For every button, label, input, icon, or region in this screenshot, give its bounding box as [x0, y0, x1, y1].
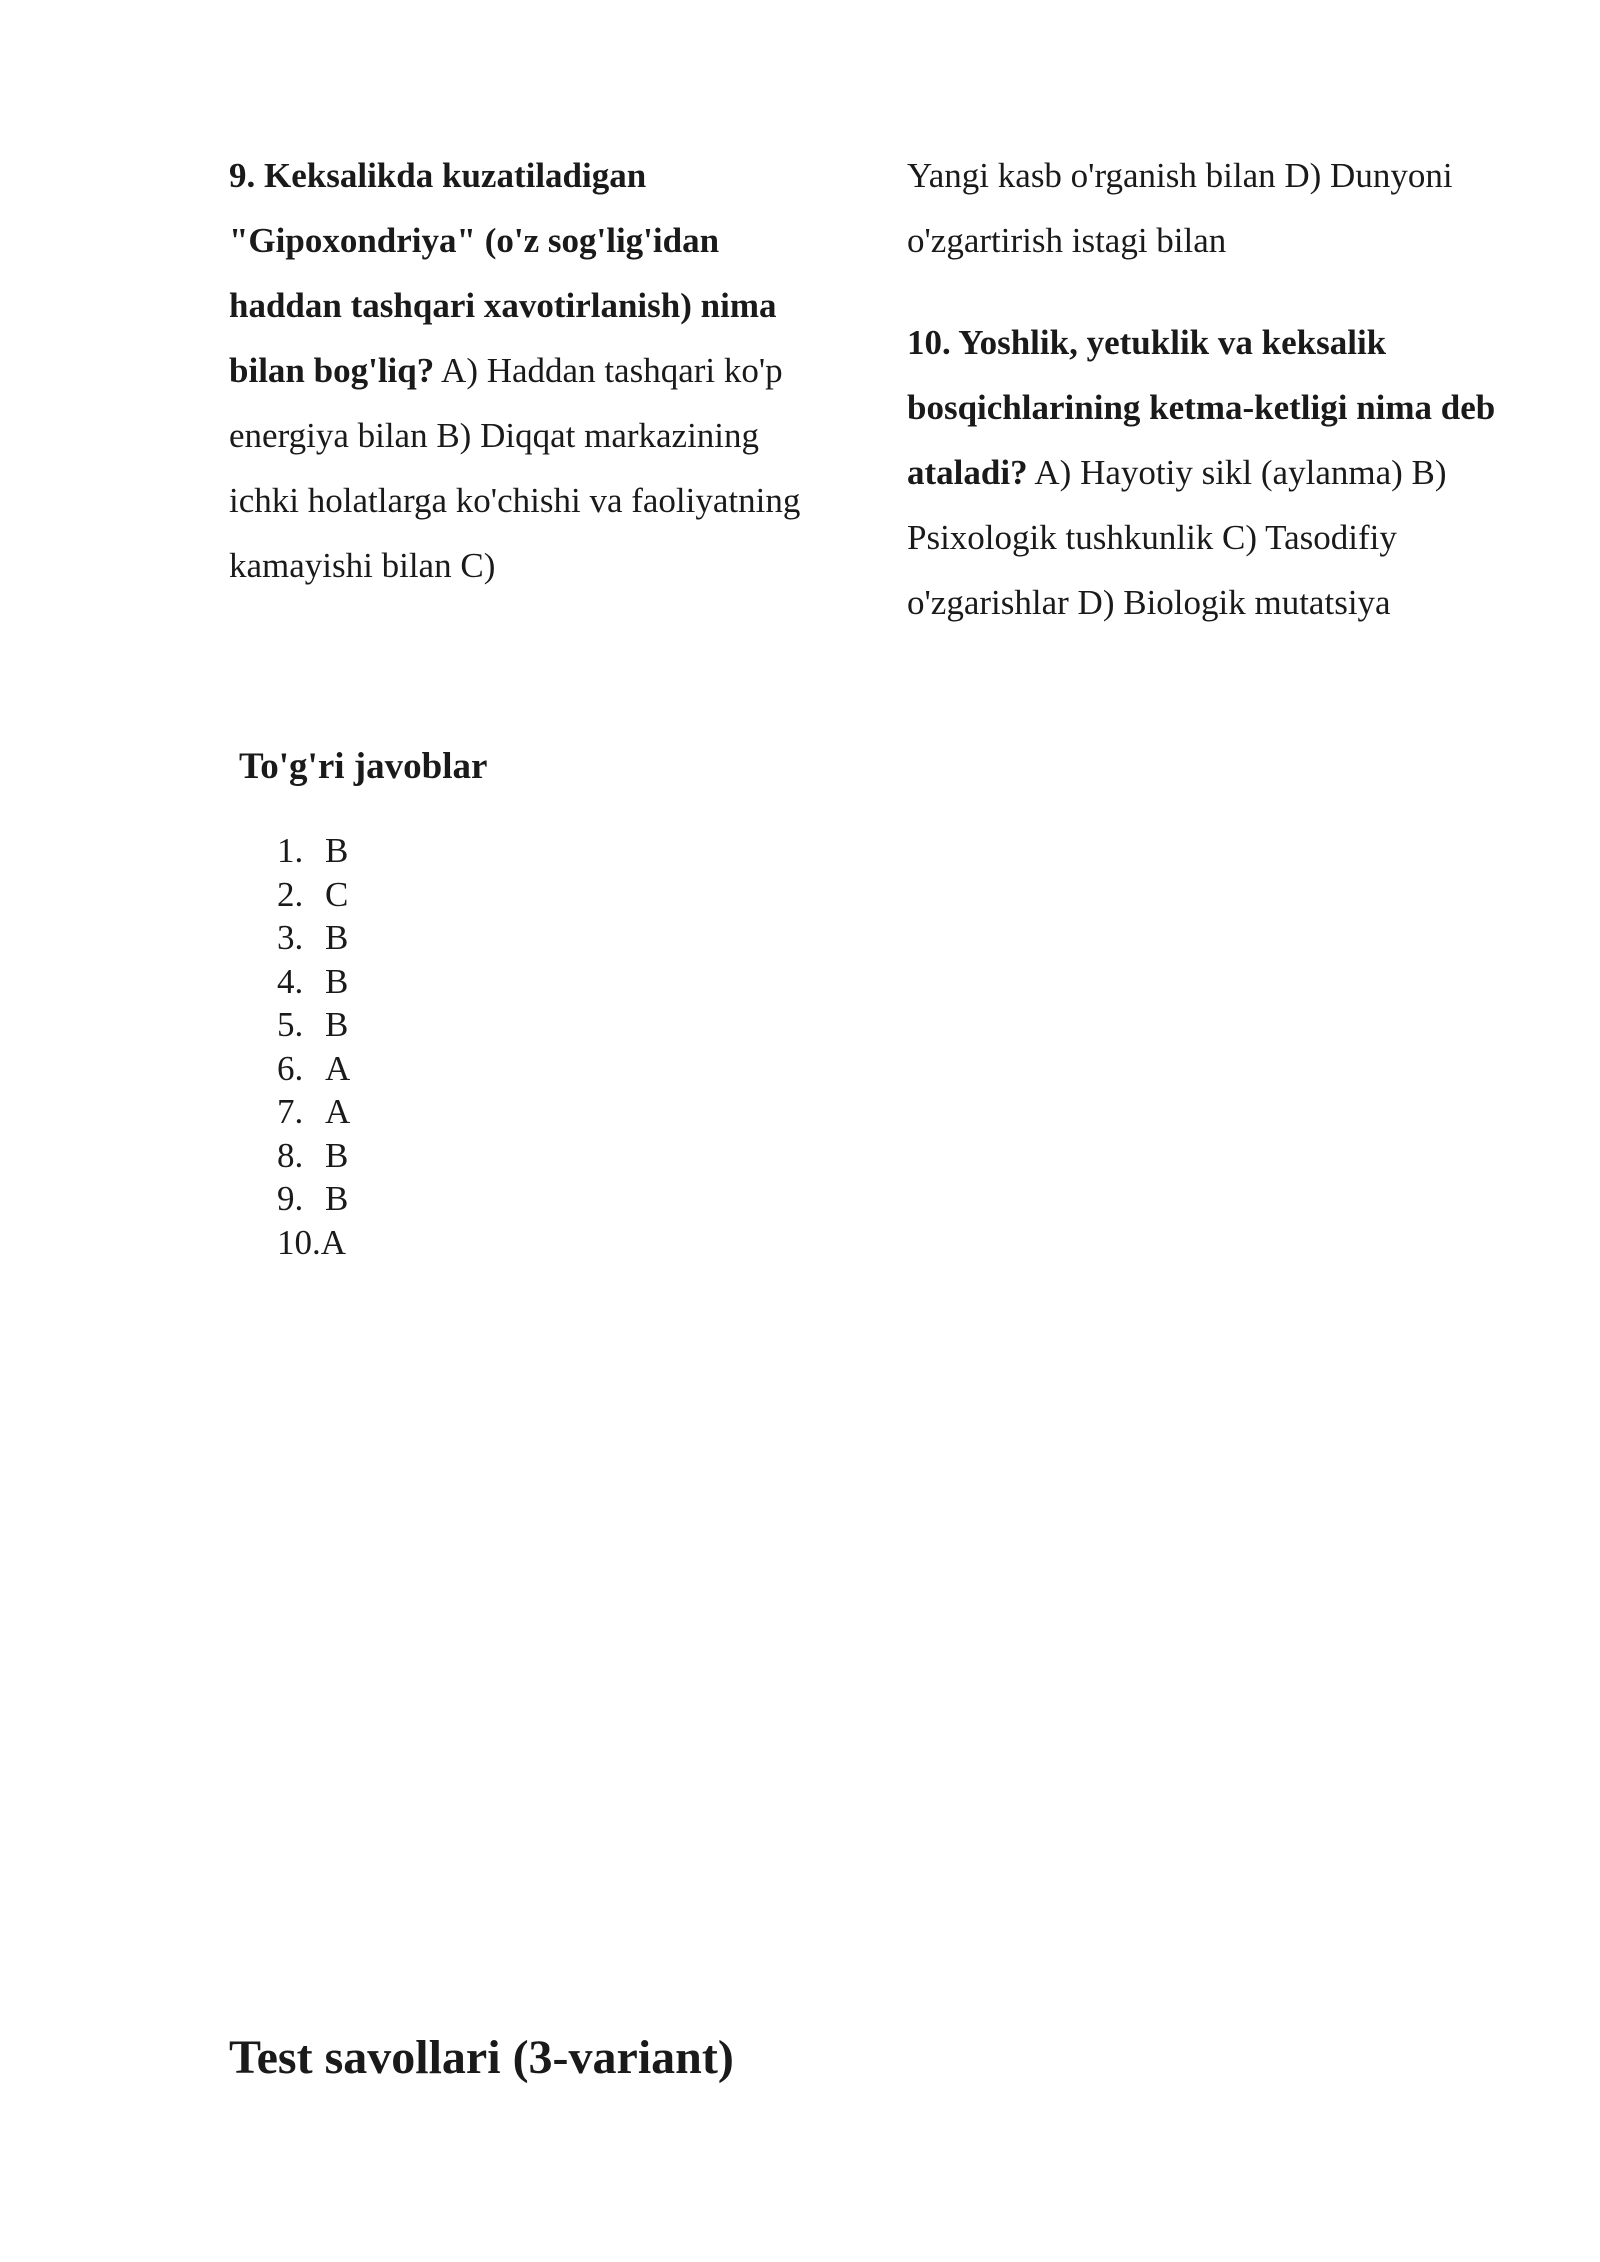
answer-value: B [325, 918, 349, 957]
answer-item [277, 829, 350, 873]
question-9-options-continued: Yangi kasb o'rganish bilan D) Dunyoni o'zgartirish istagi bilan [907, 156, 1453, 260]
question-9 [229, 143, 829, 598]
answer-item [277, 873, 350, 917]
question-10-prompt: 10. Yoshlik, yetuklik va keksalik bosqichlarining ketma-ketligi nima deb ataladi? [907, 323, 1496, 492]
answers-title: To'g'ri javoblar [239, 746, 488, 787]
answer-number: 3. [277, 918, 304, 957]
answer-number: 9. [277, 1179, 304, 1218]
answer-item [277, 1177, 350, 1221]
answer-item [277, 1090, 350, 1134]
answer-value: B [325, 1135, 349, 1175]
answer-value: C [325, 874, 349, 914]
answer-number: 6. [277, 1048, 304, 1088]
answer-item [277, 1003, 350, 1047]
answers-list [277, 829, 350, 1264]
answer-item [277, 960, 350, 1004]
answer-value: B [325, 961, 349, 1001]
answer-number: 7. [277, 1092, 304, 1131]
answer-number: 2. [277, 874, 304, 914]
answer-number: 4. [277, 961, 304, 1001]
answer-number: 1. [277, 831, 304, 870]
answer-item [277, 1134, 350, 1178]
section-title: Test savollari (3-variant) [229, 2031, 734, 2084]
answer-value: A [320, 1222, 347, 1262]
answer-value: B [325, 1005, 349, 1044]
question-10-options: A) Hayotiy sikl (aylanma) B) Psixologik tushkunlik C) Tasodifiy o'zgarishlar D) Biologik mutatsiya [907, 453, 1447, 622]
answer-value: B [325, 1179, 349, 1218]
answer-value: A [325, 1092, 351, 1131]
question-10 [907, 310, 1507, 635]
left-column [229, 143, 829, 598]
answer-item [277, 1221, 350, 1265]
answer-item [277, 916, 350, 960]
answer-item [277, 1047, 350, 1091]
question-9-options: A) Haddan tashqari ko'p energiya bilan B) Diqqat markazining ichki holatlarga ko'chishi va faoliyatning kamayishi bilan C) [229, 351, 801, 585]
answer-value: A [325, 1048, 351, 1088]
right-column [907, 143, 1507, 635]
question-9-prompt: 9. Keksalikda kuzatiladigan "Gipoxondriya" (o'z sog'lig'idan haddan tashqari xavotirlanish) nima bilan bog'liq? [229, 156, 777, 390]
answer-value: B [325, 831, 349, 870]
answer-number: 8. [277, 1135, 304, 1175]
answer-number: 10. [277, 1222, 321, 1262]
answer-number: 5. [277, 1005, 304, 1044]
